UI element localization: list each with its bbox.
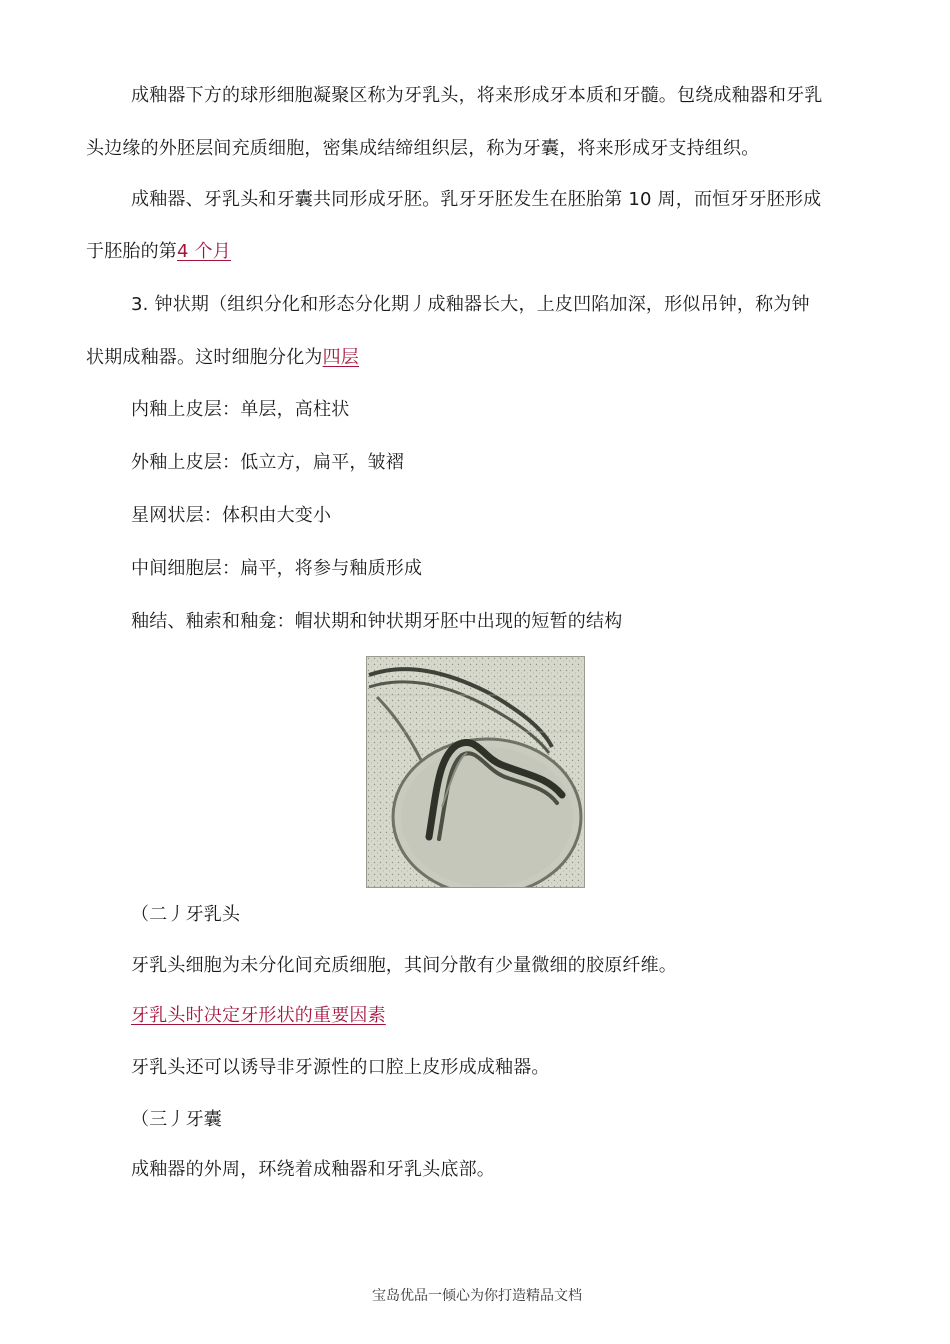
section-2-highlight: 牙乳头时决定牙形状的重要因素 <box>131 1005 386 1026</box>
paragraph-2-line-2 <box>86 240 231 264</box>
section-2-heading: （二丿牙乳头 <box>131 904 241 925</box>
paragraph-3-text: 状期成釉器。这时细胞分化为 <box>86 347 323 368</box>
paragraph-2-text: 于胚胎的第 <box>86 241 177 262</box>
page-footer: 宝岛优品一倾心为你打造精品文档 <box>372 1288 582 1304</box>
bell-stage-micrograph <box>366 656 585 888</box>
layer-item: 釉结、釉索和釉龛：帽状期和钟状期牙胚中出现的短暂的结构 <box>131 611 623 632</box>
layer-item: 外釉上皮层：低立方，扁平，皱褶 <box>131 452 404 473</box>
layer-item: 内釉上皮层：单层，高柱状 <box>131 399 350 420</box>
paragraph-1-line-2: 头边缘的外胚层间充质细胞，密集成结缔组织层，称为牙囊，将来形成牙支持组织。 <box>86 138 760 159</box>
layer-item: 星网状层：体积由大变小 <box>131 505 332 526</box>
section-3-line-1: 成釉器的外周，环绕着成釉器和牙乳头底部。 <box>131 1159 495 1180</box>
layer-item: 中间细胞层：扁平，将参与釉质形成 <box>131 558 423 579</box>
section-2-line-3: 牙乳头还可以诱导非牙源性的口腔上皮形成成釉器。 <box>131 1057 550 1078</box>
highlight-4-months: 4 个月 <box>177 241 231 262</box>
paragraph-3-line-1: 3. 钟状期（组织分化和形态分化期丿成釉器长大，上皮凹陷加深，形似吊钟，称为钟 <box>131 294 810 315</box>
highlight-four-layers: 四层 <box>322 347 360 368</box>
paragraph-1-line-1: 成釉器下方的球形细胞凝聚区称为牙乳头，将来形成牙本质和牙髓。包绕成釉器和牙乳 <box>131 85 823 106</box>
section-3-heading: （三丿牙囊 <box>131 1109 222 1130</box>
section-2-line-1: 牙乳头细胞为未分化间充质细胞，其间分散有少量微细的胶原纤维。 <box>131 955 677 976</box>
paragraph-2-line-1: 成釉器、牙乳头和牙囊共同形成牙胚。乳牙牙胚发生在胚胎第 10 周，而恒牙牙胚形成 <box>131 189 822 210</box>
paragraph-3-line-2 <box>86 346 359 370</box>
